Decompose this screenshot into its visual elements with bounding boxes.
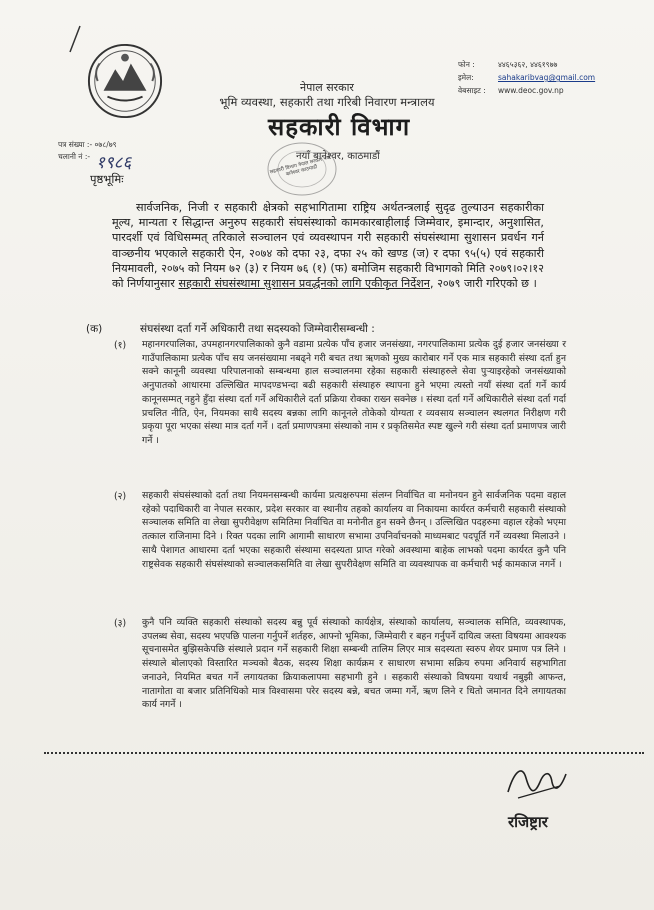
background-heading: पृष्ठभूमिः (90, 172, 124, 186)
intro-paragraph: सार्वजनिक, निजी र सहकारी क्षेत्रको सहभागितामा राष्ट्रिय अर्थतन्त्रलाई सुदृढ तुल्याउन सहकारीका मूल्य, मान्यता र सिद्धान्त अनुरुप सहकारी संघसंस्थाको कामकारबाहीलाई जिम्मेवार, इमान्दार, अनुशासित, पारदर्शी एवं विधिसम्मत् तरिकाले सञ्चालन एवं व्यवस्थापन गरी सहकारी संघसंस्थामा सुशासन प्रवर्धन गर्न वाञ्छनीय भएकाले सहकारी ऐन, २०७४ को दफा २३, दफा २५ को खण्ड (ज) र दफा ९५(५) एवं सहकारी नियमावली, २०७५ को नियम ७२ (३) र नियम ७६ (१) (फ) बमोजिम सहकारी विभागको मिति २०७९।०२।१२ को निर्णयानुसार सहकारी संघसंस्थामा सुशासन प्रवर्द्धनको लागि एकीकृत निर्देशन, २०७९ जारी गरिएको छ । (112, 201, 544, 291)
signatory-title: रजिष्ट्रार (508, 813, 548, 831)
item-text: कुनै पनि व्यक्ति सहकारी संस्थाको सदस्य बन्नु पूर्व संस्थाको कार्यक्षेत्र, संस्थाको कार्यालय, सञ्चालक समिति, व्यवस्थापक, उपलब्ध सेवा, सदस्य भएपछि पालना गर्नुपर्ने शर्तहरु, आफ्नो भूमिका, जिम्मेवारी र बहन गर्नुपर्ने दायित्व जस्ता विषयमा आवश्यक सूचनासमेत बुझिसकेपछि संस्थाले प्रदान गर्ने सहकारी शिक्षा सम्बन्धी तालिम लिएर मात्र सदस्यता स्वरुप शेयर प्रमाण पत्र लिने । संस्थाले बोलाएको विस्तारित मञ्चको बैठक, सदस्य शिक्षा कार्यक्रम र साधारण सभामा सक्रिय रुपमा अनिवार्य सहभागिता जनाउने, नियमित बचत गर्ने लगायतका क्रियाकलापमा सहभागी हुने । सहकारी संस्थाको विषयमा यथार्थ नबुझी आफन्त, नातागोता वा बजार प्रतिनिधिको मात्र विश्वासमा परेर सदस्य बन्ने, बचत जम्मा गर्ने, ऋण लिने र धितो जमानत दिने लगायतका कार्य नगर्ने । (142, 617, 566, 711)
signature-icon (500, 752, 580, 810)
department-title: सहकारी विभाग (268, 112, 411, 141)
contact-website: वेबसाइट : www.deoc.gov.np (458, 86, 564, 95)
department-location: नयाँ बानेश्वर, काठमाडौं (296, 151, 380, 162)
contact-phone: फोन : ४४६५३६२, ४४६१९७७ (458, 60, 558, 69)
item-text: सहकारी संघसंस्थाको दर्ता तथा नियमनसम्बन्धी कार्यमा प्रत्यक्षरुपमा संलग्न निर्वाचित वा मनोनयन हुने सार्वजनिक पदमा वहाल रहेको पदाधिकारी वा नेपाल सरकार, प्रदेश सरकार वा स्थानीय तहको कार्यालय वा निकायमा कार्यरत कर्मचारी सहकारी संस्थाको सञ्चालक समिति वा लेखा सुपरीवेक्षण समितिमा निर्वाचित वा मनोनीत हुन सक्ने छैनन् । उल्लिखित पदहरुमा वहाल रहेको भएमा तत्काल राजिनामा दिने । रिक्त पदका लागि आगामी साधारण सभामा उपनिर्वाचनको माध्यमबाट पदपूर्ति गर्ने व्यवस्था मिलाउने । साथै पेशागत आधारमा दर्ता भएका सहकारी संस्थामा सदस्यता प्राप्त गरेको अवस्थामा बाहेक लाभको पदमा कार्यरत कुनै पनि राष्ट्रसेवक सहकारी संघसंस्थाको सञ्चालकसमिति वा लेखा सुपरीवेक्षण समिति वा व्यवस्थापक वा कर्मचारी भई कामकाज नगर्ने । (142, 490, 566, 570)
item-number: (१) (114, 340, 127, 351)
contact-email: इमेल: sahakaribvag@gmail.com (458, 73, 596, 82)
directive-title: सहकारी संघसंस्थामा सुशासन प्रवर्द्धनको लागि एकीकृत निर्देशन (178, 277, 430, 291)
stamp-text: सहकारी विभाग नेपाल सरकार नयाँ बानेश्वर काठमाडौं (269, 154, 332, 178)
dispatch-number-handwritten: १९८६ (96, 153, 132, 173)
item-number: (२) (114, 491, 127, 502)
ministry-name: भूमि व्यवस्था, सहकारी तथा गरिबी निवारण मन्त्रालय (219, 95, 435, 109)
section-title: संघसंस्था दर्ता गर्ने अधिकारी तथा सदस्यको जिम्मेवारीसम्बन्धी : (140, 323, 375, 335)
dispatch-label: चलानी नं :- (58, 152, 91, 161)
letter-number: पत्र संख्या :- ०७८/७९ (58, 140, 117, 149)
section-label: (क) (86, 323, 103, 335)
item-text: महानगरपालिका, उपमहानगरपालिकाको कुनै वडामा प्रत्येक पाँच हजार जनसंख्या, नगरपालिकामा प्रत्येक दुई हजार जनसंख्या र गाउँपालिकामा प्रत्येक पाँच सय जनसंख्यामा नबढ्ने गरी बचत तथा ऋणको मुख्य कारोबार गर्ने एक मात्र सहकारी संस्था दर्ता हुन सक्ने कानूनी व्यवस्था परिपालनाको सम्बन्धमा हाल सञ्चालनमा रहेका सहकारी संस्थाहरुले सेवा पुऱ्याइरहेको जनसंख्याको अनुपातको आधारमा उल्लिखित मापदण्डभन्दा बढी सहकारी संस्थाहरु स्थापना हुने भएमा त्यस्तो नयाँ संस्था दर्ता गर्ने कार्य कानूनसम्मत् नहुने हुँदा संस्था दर्ता गर्ने अधिकारीले दर्ता प्रक्रिया रोक्का राख्न सक्नेछ । संस्था दर्ता गर्ने अधिकारीले संस्था दर्ता गर्दा प्रचलित नीति, ऐन, नियमका साथै सदस्य बन्नका लागि कानूनले तोकेको योग्यता र व्यवसाय सञ्चालन स्थलगत निरीक्षण गरी प्रकृया पूरा भएका संस्था मात्र दर्ता गर्ने । दर्ता प्रमाणपत्रमा संस्थाको नाम र प्रकृतिसमेत स्पष्ट खुल्ने गरी संस्था दर्ता प्रमाणपत्र जारी गर्ने । (142, 339, 566, 446)
government-name: नेपाल सरकार (300, 81, 354, 94)
item-number: (३) (114, 618, 127, 629)
